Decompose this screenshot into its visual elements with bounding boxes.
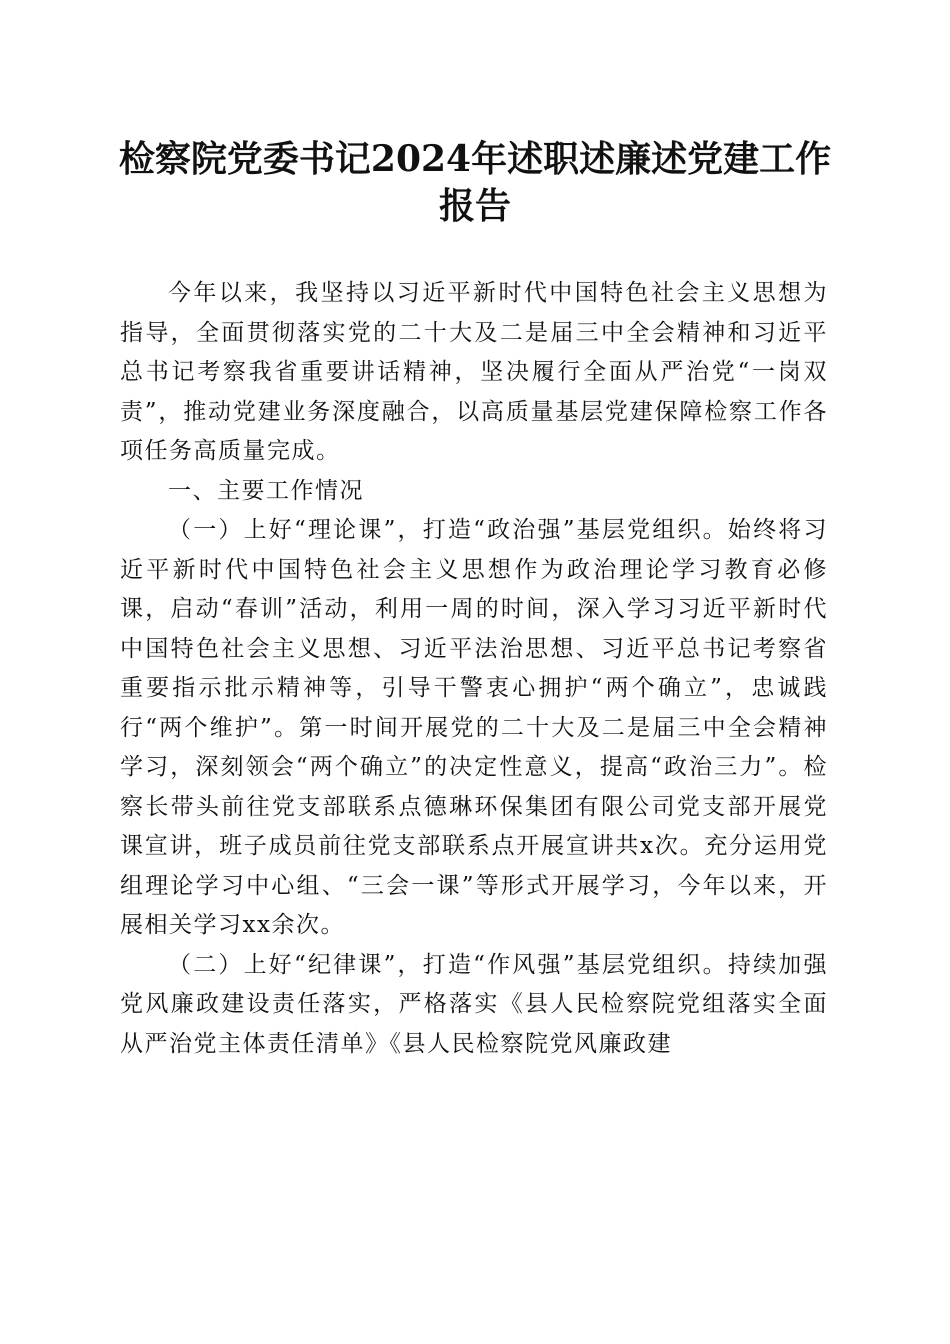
intro-paragraph: 今年以来，我坚持以习近平新时代中国特色社会主义思想为指导，全面贯彻落实党的二十大及二是届三中全会精神和习近平总书记考察我省重要讲话精神，坚决履行全面从严治党“一岗双责”，推动党建业务深度融合，以高质量基层党建保障检察工作各项任务高质量完成。: [120, 280, 828, 464]
paragraph-theory-class: （一）上好“理论课”，打造“政治强”基层党组织。始终将习近平新时代中国特色社会主义思想作为政治理论学习教育必修课，启动“春训”活动，利用一周的时间，深入学习习近平新时代中国特色社会主义思想、习近平法治思想、习近平总书记考察省重要指示批示精神等，引导干警衷心拥护“两个确立”，忠诚践行“两个维护”。第一时间开展党的二十大及二是届三中全会精神学习，深刻领会“两个确立”的决定性意义，提高“政治三力”。检察长带头前往党支部联系点德琳环保集团有限公司党支部开展党课宣讲，班子成员前往党支部联系点开展宣讲共x次。充分运用党组理论学习中心组、“三会一课”等形式开展学习，今年以来，开展相关学习xx余次。: [120, 517, 828, 938]
document-title: [90, 136, 860, 230]
title-line-1: 检察院党委书记2024年述职述廉述党建工作: [118, 138, 832, 180]
section-heading: 一、主要工作情况: [168, 477, 364, 504]
document-body: [120, 274, 828, 1064]
title-line-2: 报告: [438, 185, 511, 227]
paragraph-discipline-class: （二）上好“纪律课”，打造“作风强”基层党组织。持续加强党风廉政建设责任落实，严格落实《县人民检察院党组落实全面从严治党主体责任清单》《县人民检察院党风廉政建: [120, 951, 828, 1057]
